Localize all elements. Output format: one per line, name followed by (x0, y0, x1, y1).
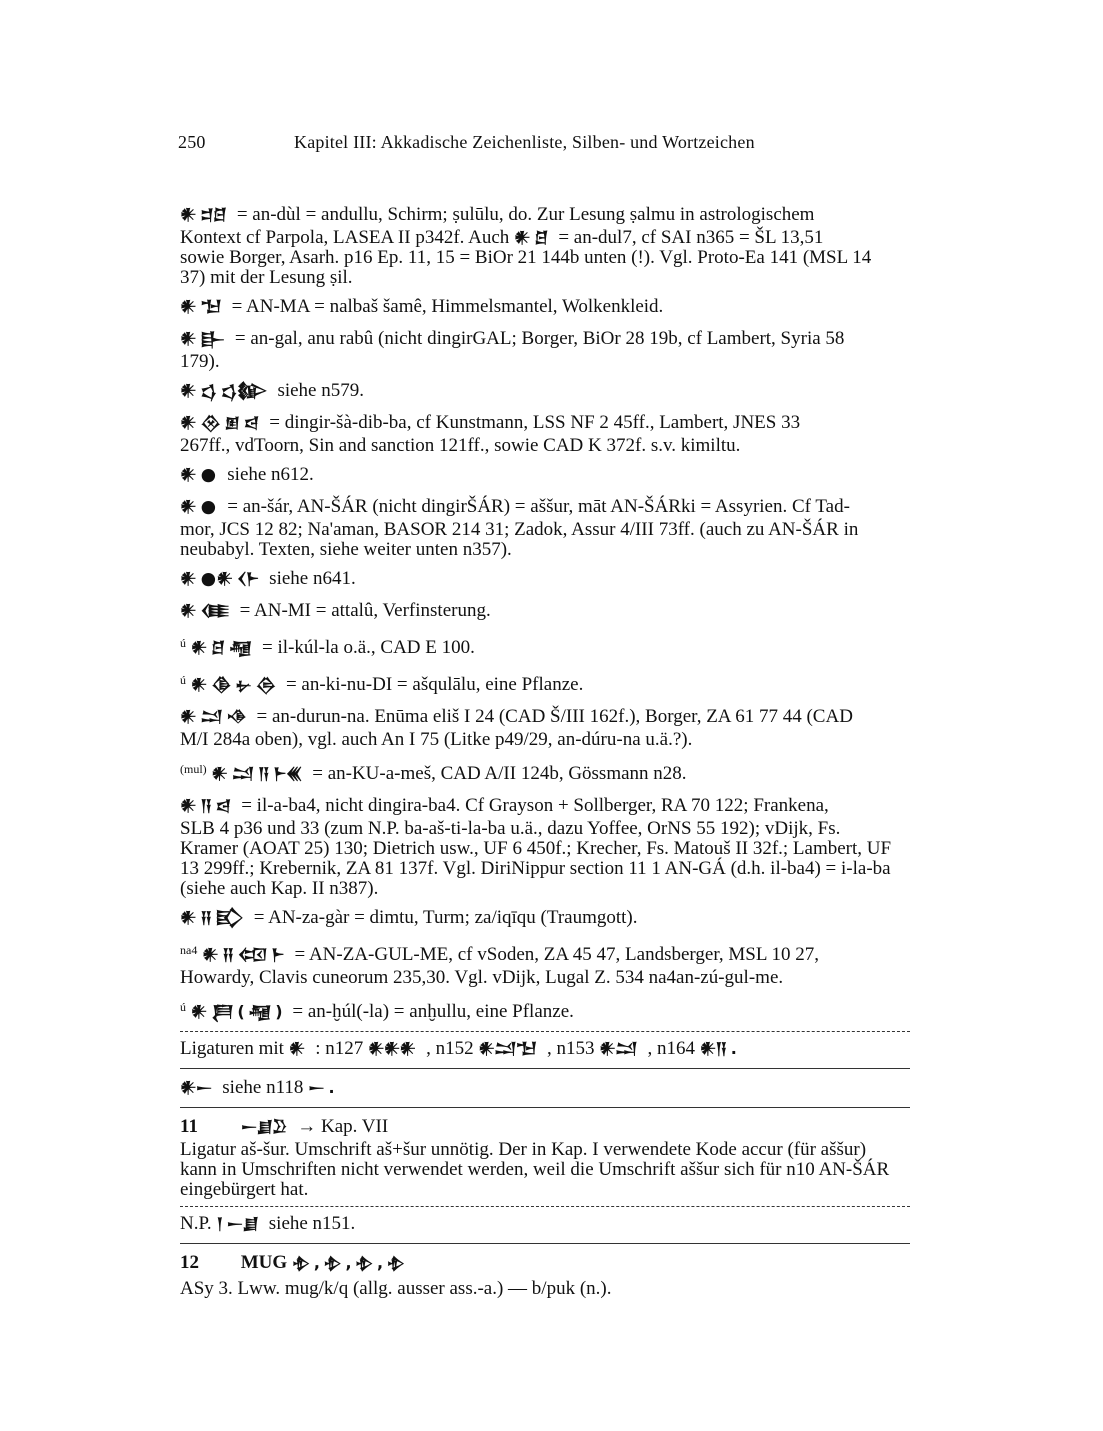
entry-text: sowie Borger, Asarh. p16 Ep. 11, 15 = BiOr 21 144b unten (!). Vgl. Proto-Ea 141 (MSL 14 (180, 247, 872, 268)
entry-line (180, 793, 910, 819)
entry-text: siehe n641. (269, 568, 356, 589)
entry-line (180, 436, 910, 456)
entry-line (180, 994, 910, 1025)
cuneiform-sign: 𒀭 𒊮 𒁳 𒁀 (180, 413, 259, 432)
entry-prefix: ú (180, 1000, 186, 1014)
sign-entry (180, 410, 910, 456)
cuneiform-sign: 𒀭 𒊹 (180, 465, 217, 484)
cuneiform-sign: 𒁹 𒀸𒋗 (216, 1214, 259, 1233)
entry-text: = an-ḫúl(-la) = anḫullu, eine Pflanze. (292, 1001, 574, 1022)
entry-prefix: ú (180, 673, 186, 687)
cuneiform-sign: 𒀸 . (308, 1078, 334, 1097)
entry-line (180, 630, 910, 661)
entry-text: 267ff., vdToorn, Sin and sanction 121ff., sowie CAD K 372f. s.v. kimiltu. (180, 435, 741, 456)
entry-text: = an-ki-nu-DI = ašqulālu, eine Pflanze. (285, 674, 584, 695)
np-text: siehe n151. (268, 1213, 356, 1234)
sign-entry (180, 630, 910, 661)
sign-entry (180, 598, 910, 624)
entry-line (180, 202, 910, 228)
ligature-ref-0: : n127 (315, 1038, 364, 1059)
cuneiform-sign: 𒀭 𒆪 𒆷 (190, 638, 252, 657)
sign-entry (180, 494, 910, 560)
sign-entry (180, 905, 910, 931)
entry-text: (siehe auch Kap. II n387). (180, 878, 379, 899)
sign-entry (180, 994, 910, 1025)
entry-text: SLB 4 p36 und 33 (zum N.P. ba-aš-ti-la-ba u.ä., dazu Yoffee, OrNS 55 192); vDijk, Fs. (180, 818, 841, 839)
ligatures-line (180, 1036, 910, 1062)
entry-line (180, 494, 910, 520)
cuneiform-sign: 𒀭 𒁺 𒈾 (180, 707, 246, 726)
sign-entry (180, 326, 910, 372)
cuneiform-sign: 𒀭 𒊹𒀭 𒌋𒈨 (180, 569, 259, 588)
sign-entry (180, 793, 910, 899)
cuneiform-sign: 𒈮 , 𒈮 , 𒈮 , 𒈮 (291, 1253, 405, 1272)
entry-text: 179). (180, 351, 220, 372)
entry-line (180, 667, 910, 698)
entry-text: = AN-MI = attalû, Verfinsterung. (239, 600, 491, 621)
entry-text: = AN-za-gàr = dimtu, Turm; za/iqīqu (Traumgott). (253, 907, 638, 928)
cuneiform-sign: 𒀸𒋗𒊒 (240, 1117, 287, 1136)
sign-entry (180, 937, 910, 988)
cuneiform-sign: 𒀭𒀀 . (699, 1039, 736, 1058)
page-number: 250 (178, 132, 206, 152)
entry-list (180, 202, 910, 1025)
sign-entry (180, 378, 910, 404)
entry-line (180, 598, 910, 624)
section-11-body-line: Ligatur aš-šur. Umschrift aš+šur unnötig. Der in Kap. I verwendete Kode accur (für aššur) (180, 1139, 867, 1160)
entry-text: M/I 284a oben), vgl. auch An I 75 (Litke p49/29, an-dúru-na u.ä.?). (180, 729, 693, 750)
entry-text: = an-šár, AN-ŠÁR (nicht dingirŠÁR) = aššur, māt AN-ŠÁRki = Assyrien. Cf Tad- (227, 496, 850, 517)
ligature-ref-3: , n164 (647, 1038, 695, 1059)
ligature-ref-2: , n153 (547, 1038, 595, 1059)
cuneiform-sign: 𒀭 𒁺 𒀀 𒈨𒌍 (211, 764, 302, 783)
sign-entry (180, 202, 910, 288)
entry-text: mor, JCS 12 82; Na'aman, BASOR 214 31; Zadok, Assur 4/III 73ff. (auch zu AN-ŠÁR in (180, 519, 859, 540)
entry-text: Kramer (AOAT 25) 130; Dietrich usw., UF 6 450f.; Krecher, Fs. Matouš II 32f.; Lambert, UF (180, 838, 892, 859)
entry-line (180, 410, 910, 436)
entry-text: siehe n579. (277, 380, 364, 401)
entry-text: = AN-ZA-GUL-ME, cf vSoden, ZA 45 47, Landsberger, MSL 10 27, (294, 944, 819, 965)
entry-line (180, 704, 910, 730)
main-content (180, 202, 910, 1302)
entry-line (180, 294, 910, 320)
entry-line (180, 839, 910, 859)
cuneiform-sign: 𒀭𒀭𒀭 (368, 1039, 416, 1058)
entry-line (180, 879, 910, 899)
entry-text: = il-kúl-la o.ä., CAD E 100. (262, 637, 475, 658)
cuneiform-sign: 𒀭 𒆠 𒉡 𒁲 (190, 675, 276, 694)
entry-text: 37) mit der Lesung ṣil. (180, 267, 353, 288)
cuneiform-sign: 𒀭𒁺 (599, 1039, 637, 1058)
section-11-heading (180, 1114, 910, 1140)
ligature-ref-1: , n152 (426, 1038, 474, 1059)
entry-text: = an-gal, anu rabû (nicht dingirGAL; Borger, BiOr 28 19b, cf Lambert, Syria 58 (234, 328, 845, 349)
entry-line (180, 905, 910, 931)
sign-entry (180, 462, 910, 488)
entry-text: = an-dùl = andullu, Schirm; ṣulūlu, do. Zur Lesung ṣalmu in astrologischem (236, 204, 815, 225)
solid-divider (180, 1243, 910, 1244)
dashed-divider (180, 1031, 910, 1032)
sign-entry (180, 704, 910, 750)
cuneiform-sign: 𒀭 𒊹 (180, 497, 217, 516)
dashed-divider (180, 1206, 910, 1207)
page-title: Kapitel III: Akkadische Zeichenliste, Silben- und Wortzeichen (294, 132, 755, 152)
entry-line (180, 859, 910, 879)
cuneiform-sign: 𒀭 𒍝 𒄢 𒈨 (202, 945, 284, 964)
cuneiform-sign: 𒀭 𒍝 𒃼 (180, 908, 243, 927)
sign-entry (180, 667, 910, 698)
entry-line (180, 352, 910, 372)
entry-line (180, 540, 910, 560)
cuneiform-sign: 𒀭 𒈪 (180, 601, 229, 620)
solid-divider (180, 1068, 910, 1069)
entry-text: = il-a-ba4, nicht dingira-ba4. Cf Grayson + Sollberger, RA 70 122; Frankena, (241, 795, 829, 816)
see-line-text: siehe n118 (222, 1077, 304, 1098)
section-ref: → Kap. VII (297, 1116, 389, 1137)
entry-prefix: na4 (180, 943, 198, 957)
entry-line (180, 228, 910, 248)
entry-text: = AN-MA = nalbaš šamê, Himmelsmantel, Wolkenkleid. (231, 296, 664, 317)
entry-text: = an-dul7, cf SAI n365 = ŠL 13,51 (558, 227, 824, 248)
entry-line (180, 520, 910, 540)
entry-line (180, 937, 910, 968)
entry-line (180, 968, 910, 988)
cuneiform-sign: 𒀭 (288, 1039, 305, 1058)
section-label: MUG (240, 1252, 288, 1273)
cuneiform-sign: 𒀭 𒆪 (514, 228, 548, 247)
solid-divider (180, 1107, 910, 1108)
sign-entry (180, 566, 910, 592)
np-line (180, 1211, 910, 1237)
cuneiform-sign: 𒀭𒁺𒈠 (478, 1039, 537, 1058)
entry-prefix: ú (180, 636, 186, 650)
entry-text: = an-KU-a-meš, CAD A/II 124b, Gössmann n28. (312, 763, 687, 784)
cuneiform-sign: 𒀭𒀸 (180, 1078, 212, 1097)
entry-text: = dingir-šà-dib-ba, cf Kunstmann, LSS NF 2 45ff., Lambert, JNES 33 (269, 412, 801, 433)
entry-text: Howardy, Clavis cuneorum 235,30. Vgl. vDijk, Lugal Z. 534 na4an-zú-gul-me. (180, 967, 784, 988)
sign-entry (180, 756, 910, 787)
entry-text: = an-durun-na. Enūma eliš I 24 (CAD Š/III 162f.), Borger, ZA 61 77 44 (CAD (256, 706, 853, 727)
section-11-body-line: kann in Umschriften nicht verwendet werden, weil die Umschrift aššur sich für n10 AN-ŠÁR (180, 1159, 890, 1180)
entry-line (180, 462, 910, 488)
section-12-heading (180, 1250, 910, 1276)
sign-entry (180, 294, 910, 320)
entry-line (180, 566, 910, 592)
np-label: N.P. (180, 1213, 212, 1234)
section-number: 12 (180, 1252, 199, 1273)
see-line (180, 1075, 910, 1101)
entry-line (180, 819, 910, 839)
entry-text: Kontext cf Parpola, LASEA II p342f. Auch (180, 227, 510, 248)
section-12-body: ASy 3. Lww. mug/k/q (allg. ausser ass.-a.) — b/puk (n.). (180, 1278, 612, 1299)
section-number: 11 (180, 1116, 198, 1137)
entry-line (180, 730, 910, 750)
entry-line (180, 326, 910, 352)
entry-line (180, 248, 910, 268)
cuneiform-sign: 𒀭 𒈠 (180, 297, 221, 316)
entry-line (180, 756, 910, 787)
cuneiform-sign: 𒀭 𒌓 𒌓𒁰 (180, 381, 267, 400)
cuneiform-sign: 𒀭 𒀀 𒁀 (180, 796, 231, 815)
entry-line (180, 268, 910, 288)
entry-prefix: (mul) (180, 762, 207, 776)
cuneiform-sign: 𒀭 𒃲 (180, 329, 225, 348)
entry-text: siehe n612. (227, 464, 314, 485)
entry-text: 13 299ff.; Krebernik, ZA 81 137f. Vgl. DiriNippur section 11 1 AN-GÁ (d.h. il-ba4) = i-la-ba (180, 858, 891, 879)
cuneiform-sign: 𒀭 𒄑𒆪 (180, 205, 227, 224)
cuneiform-sign: 𒀭 𒄾 ( 𒆷 ) (190, 1002, 282, 1021)
entry-text: neubabyl. Texten, siehe weiter unten n357). (180, 539, 512, 560)
entry-line (180, 378, 910, 404)
section-11-body-line: eingebürgert hat. (180, 1179, 309, 1200)
ligatures-label: Ligaturen mit (180, 1038, 284, 1059)
